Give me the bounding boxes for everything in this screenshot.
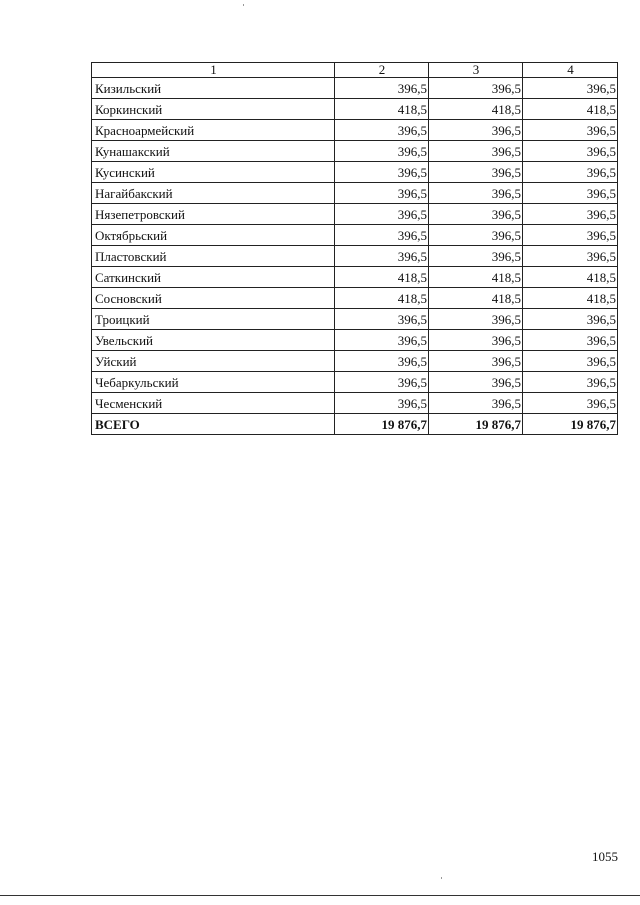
- district-name: Пластовский: [92, 246, 335, 267]
- value-cell: 396,5: [429, 330, 523, 351]
- table-row: [92, 204, 618, 225]
- table-total-row: [92, 414, 618, 435]
- district-name: Уйский: [92, 351, 335, 372]
- value-cell: 418,5: [429, 288, 523, 309]
- value-cell: 396,5: [335, 372, 429, 393]
- value-cell: 396,5: [335, 120, 429, 141]
- value-cell: 396,5: [335, 183, 429, 204]
- table-row: [92, 99, 618, 120]
- value-cell: 396,5: [429, 120, 523, 141]
- district-name: Увельский: [92, 330, 335, 351]
- value-cell: 396,5: [523, 309, 618, 330]
- total-label: ВСЕГО: [92, 414, 335, 435]
- total-value: 19 876,7: [429, 414, 523, 435]
- district-name: Коркинский: [92, 99, 335, 120]
- column-header: 1: [92, 63, 335, 78]
- district-name: Октябрьский: [92, 225, 335, 246]
- value-cell: 396,5: [429, 141, 523, 162]
- value-cell: 396,5: [523, 246, 618, 267]
- value-cell: 396,5: [335, 246, 429, 267]
- table-row: [92, 372, 618, 393]
- table-row: [92, 246, 618, 267]
- district-name: Кусинский: [92, 162, 335, 183]
- value-cell: 396,5: [335, 162, 429, 183]
- allocation-table: [91, 62, 618, 435]
- value-cell: 396,5: [523, 141, 618, 162]
- value-cell: 418,5: [335, 99, 429, 120]
- column-header: 4: [523, 63, 618, 78]
- value-cell: 396,5: [335, 330, 429, 351]
- value-cell: 396,5: [335, 351, 429, 372]
- value-cell: 418,5: [429, 99, 523, 120]
- district-name: Чесменский: [92, 393, 335, 414]
- value-cell: 418,5: [335, 267, 429, 288]
- table-row: [92, 120, 618, 141]
- value-cell: 396,5: [523, 204, 618, 225]
- value-cell: 396,5: [335, 309, 429, 330]
- district-name: Красноармейский: [92, 120, 335, 141]
- value-cell: 396,5: [429, 162, 523, 183]
- table-row: [92, 288, 618, 309]
- value-cell: 396,5: [335, 78, 429, 99]
- table-row: [92, 330, 618, 351]
- table-row: [92, 141, 618, 162]
- value-cell: 396,5: [335, 141, 429, 162]
- total-value: 19 876,7: [523, 414, 618, 435]
- value-cell: 396,5: [523, 78, 618, 99]
- district-name: Кунашакский: [92, 141, 335, 162]
- table-row: [92, 309, 618, 330]
- page-number: 1055: [592, 849, 618, 864]
- table-row: [92, 393, 618, 414]
- value-cell: 396,5: [523, 330, 618, 351]
- value-cell: 396,5: [335, 225, 429, 246]
- value-cell: 418,5: [523, 267, 618, 288]
- table-row: [92, 267, 618, 288]
- district-name: Сосновский: [92, 288, 335, 309]
- column-header: 2: [335, 63, 429, 78]
- value-cell: 396,5: [429, 372, 523, 393]
- value-cell: 418,5: [335, 288, 429, 309]
- value-cell: 396,5: [429, 246, 523, 267]
- table-row: [92, 225, 618, 246]
- value-cell: 396,5: [523, 393, 618, 414]
- value-cell: 396,5: [523, 351, 618, 372]
- total-value: 19 876,7: [335, 414, 429, 435]
- table-row: [92, 162, 618, 183]
- value-cell: 396,5: [335, 204, 429, 225]
- table-body: [92, 63, 618, 435]
- value-cell: 396,5: [335, 393, 429, 414]
- value-cell: 396,5: [429, 204, 523, 225]
- column-header: 3: [429, 63, 523, 78]
- table-row: [92, 78, 618, 99]
- bottom-rule: [0, 895, 640, 896]
- scan-speck: [441, 877, 442, 879]
- value-cell: 396,5: [429, 309, 523, 330]
- table-row: [92, 183, 618, 204]
- district-name: Кизильский: [92, 78, 335, 99]
- value-cell: 396,5: [429, 78, 523, 99]
- value-cell: 418,5: [523, 99, 618, 120]
- district-name: Троицкий: [92, 309, 335, 330]
- district-name: Саткинский: [92, 267, 335, 288]
- value-cell: 418,5: [523, 288, 618, 309]
- value-cell: 396,5: [523, 162, 618, 183]
- value-cell: 396,5: [429, 351, 523, 372]
- value-cell: 418,5: [429, 267, 523, 288]
- value-cell: 396,5: [523, 225, 618, 246]
- value-cell: 396,5: [429, 393, 523, 414]
- district-name: Нязепетровский: [92, 204, 335, 225]
- district-name: Чебаркульский: [92, 372, 335, 393]
- value-cell: 396,5: [429, 183, 523, 204]
- value-cell: 396,5: [523, 120, 618, 141]
- table-row: [92, 351, 618, 372]
- value-cell: 396,5: [523, 372, 618, 393]
- value-cell: 396,5: [429, 225, 523, 246]
- scan-speck: [243, 4, 244, 6]
- district-name: Нагайбакский: [92, 183, 335, 204]
- table-header-row: [92, 63, 618, 78]
- value-cell: 396,5: [523, 183, 618, 204]
